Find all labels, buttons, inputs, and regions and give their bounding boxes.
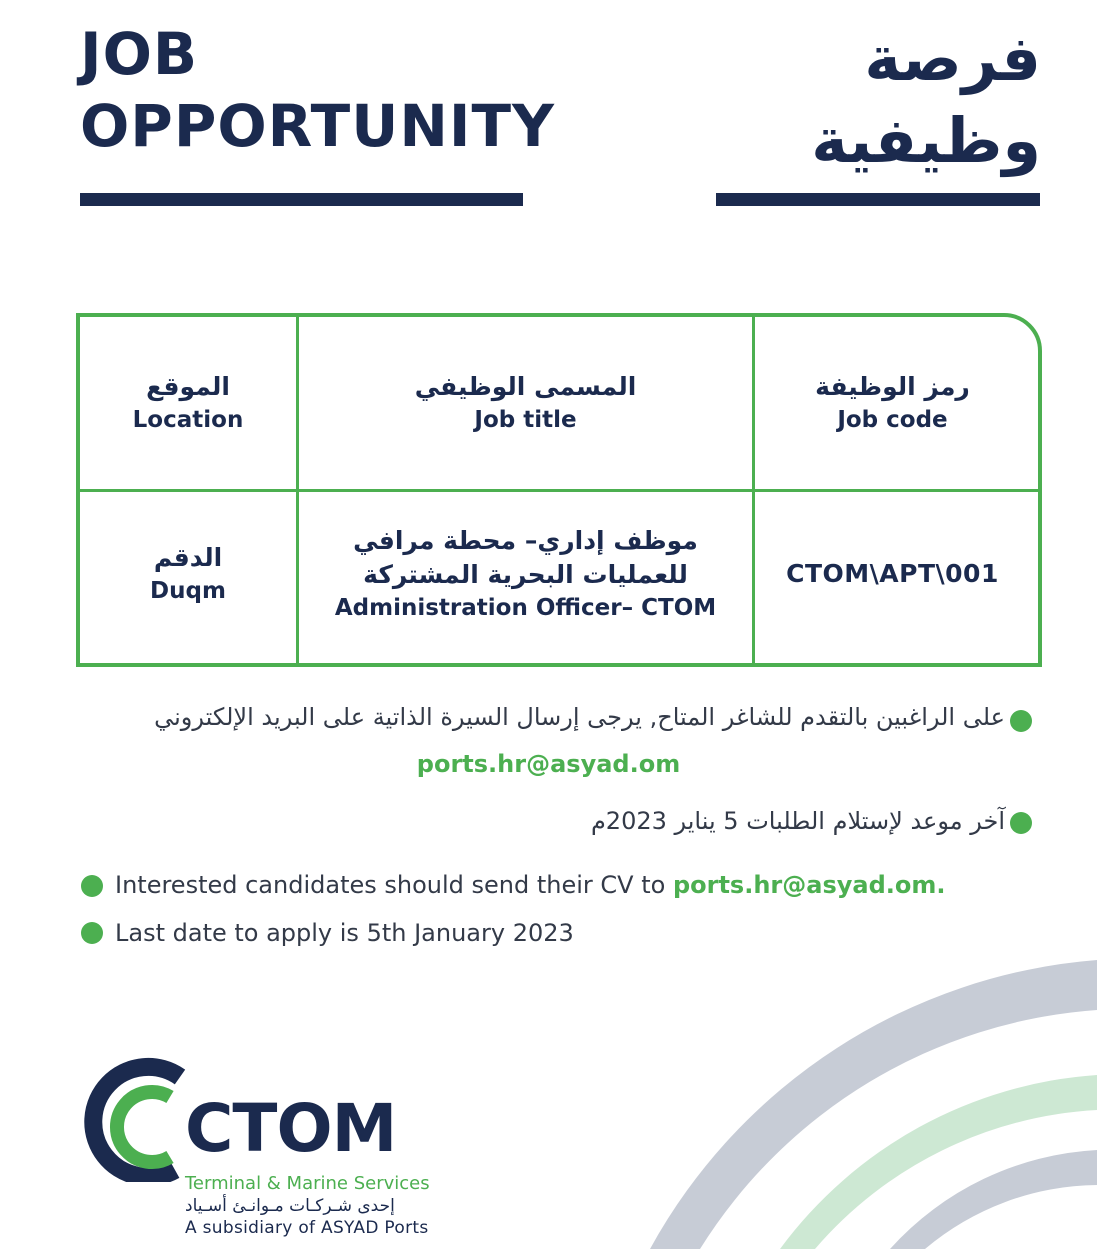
header-job-code <box>755 317 1030 489</box>
job-title-ar-line1: موظف إداري– محطة مرافي <box>353 525 698 555</box>
header-job-code-en: Job code <box>837 407 948 433</box>
header-job-title-en: Job title <box>474 407 577 433</box>
header-location-en: Location <box>132 407 244 433</box>
title-ar-line2: وظيفية <box>811 104 1041 177</box>
title-en-line1: JOB <box>80 20 199 88</box>
location-ar: الدقم <box>153 542 223 572</box>
apply-text-en <box>115 868 945 902</box>
ctom-logo-icon <box>75 1052 195 1182</box>
logo-name: CTOM <box>185 1090 397 1167</box>
logo-subsidiary-ar: إحدى شـركـات مـوانـئ أسـياد <box>185 1196 395 1216</box>
apply-text-ar: على الراغبين بالتقدم للشاغر المتاح, يرجى إرسال السيرة الذاتية على البريد الإلكتروني <box>154 703 1005 731</box>
title-en-line2: OPPORTUNITY <box>80 92 556 160</box>
email-link-ar[interactable]: ports.hr@asyad.om <box>416 750 681 778</box>
bullet-icon <box>81 922 103 944</box>
logo-tagline: Terminal & Marine Services <box>185 1173 430 1194</box>
title-arabic <box>681 18 1041 182</box>
location-en: Duqm <box>150 577 226 604</box>
header-location-ar: الموقع <box>146 372 230 401</box>
deadline-text-ar: آخر موعد لإستلام الطلبات 5 يناير 2023م <box>590 807 1005 835</box>
apply-text-en-body: Interested candidates should send their CV to <box>115 871 673 899</box>
header-job-title-ar: المسمى الوظيفي <box>414 372 637 401</box>
email-link-en[interactable]: ports.hr@asyad.om. <box>672 871 946 899</box>
cell-job-code <box>755 492 1030 655</box>
deadline-text-en: Last date to apply is 5th January 2023 <box>115 919 574 947</box>
title-english <box>80 18 560 162</box>
header-location <box>80 317 296 489</box>
job-code: CTOM\APT\001 <box>786 559 999 588</box>
job-table <box>76 313 1042 667</box>
job-title-ar-line2: للعمليات البحرية المشتركة <box>363 559 688 589</box>
bullet-icon <box>81 875 103 897</box>
header-job-code-ar: رمز الوظيفة <box>815 372 970 401</box>
title-underline-left <box>80 193 523 206</box>
bullet-icon <box>1010 710 1032 732</box>
header-job-title <box>299 317 752 489</box>
title-underline-right <box>716 193 1040 206</box>
job-title-en: Administration Officer– CTOM <box>334 594 717 621</box>
logo-subsidiary-en: A subsidiary of ASYAD Ports <box>185 1218 429 1238</box>
cell-job-title <box>299 492 752 655</box>
bullet-icon <box>1010 812 1032 834</box>
cell-location <box>80 492 296 655</box>
title-ar-line1: فرصة <box>864 22 1041 95</box>
